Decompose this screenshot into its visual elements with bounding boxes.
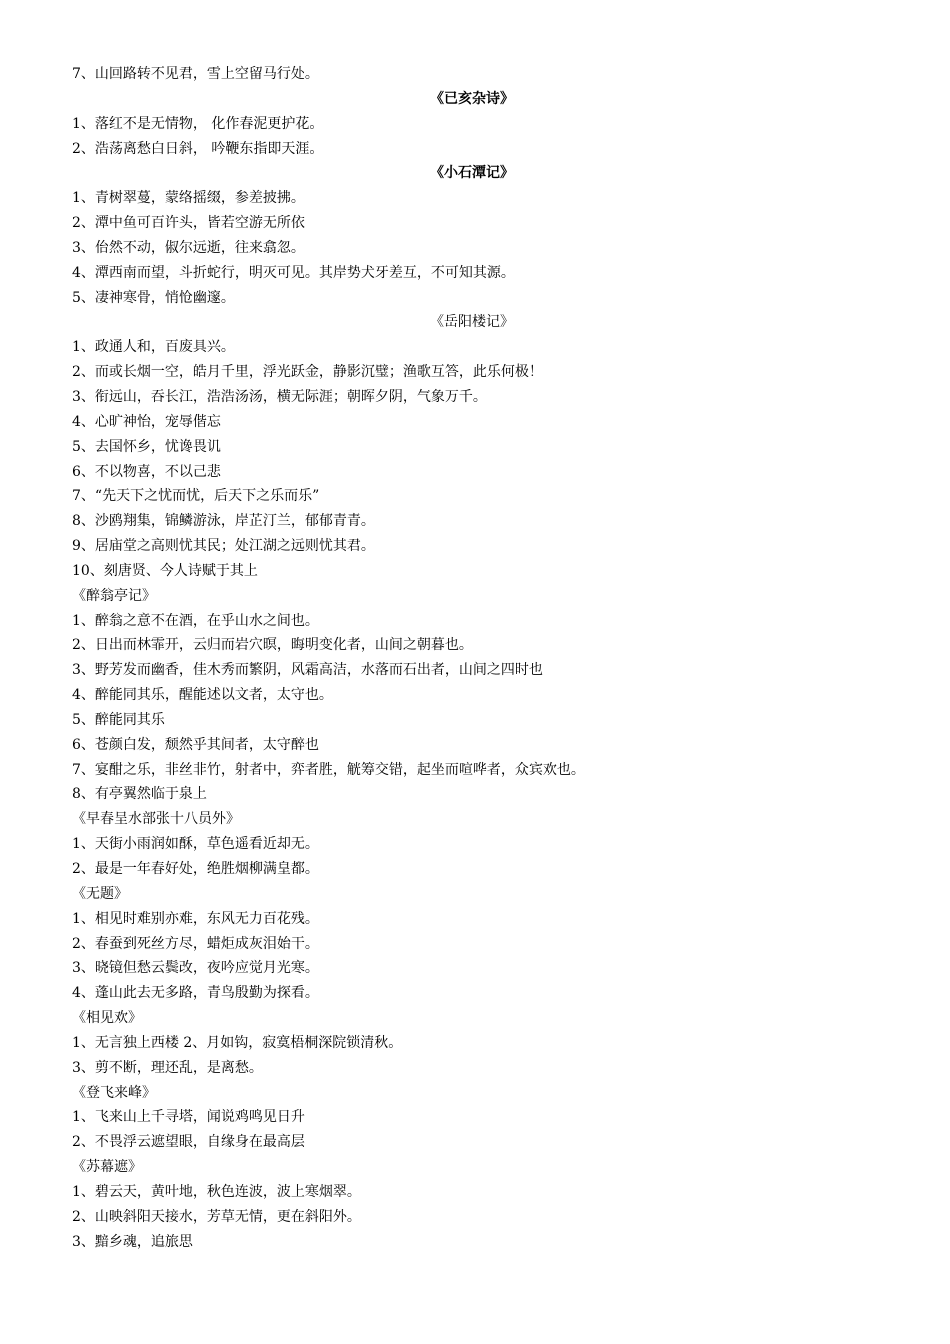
line-41: 3、剪不断，理还乱，是离愁。 — [72, 1059, 263, 1076]
line-18: 7、“先天下之忧而忧，后天下之乐而乐” — [72, 488, 320, 505]
line-27: 5、醉能同其乐 — [72, 711, 165, 728]
section-title-yueyanglou-ji: 《岳阳楼记》 — [430, 314, 514, 331]
line-28: 6、苍颜白发，颓然乎其间者，太守醉也 — [72, 736, 319, 753]
section-title-jihai-zashi: 《已亥杂诗》 — [430, 90, 514, 107]
section-title-sumuzhe: 《苏幕遮》 — [72, 1159, 142, 1176]
line-33: 2、最是一年春好处，绝胜烟柳满皇都。 — [72, 861, 319, 877]
line-16: 5、去国怀乡，忧谗畏讥 — [72, 438, 221, 455]
line-38: 4、蓬山此去无多路，青鸟殷勤为探看。 — [72, 985, 319, 1002]
line-37: 3、晓镜但愁云鬓改，夜吟应觉月光寒。 — [72, 960, 319, 977]
line-14: 3、衔远山，吞长江，浩浩汤汤，横无际涯；朝晖夕阴，气象万千。 — [72, 388, 487, 405]
section-title-wuti: 《无题》 — [72, 885, 128, 902]
line-17: 6、不以物喜，不以己悲 — [72, 463, 221, 480]
line-23: 1、醉翁之意不在酒，在乎山水之间也。 — [72, 612, 319, 629]
line-15: 4、心旷神怡，宠辱偕忘 — [72, 413, 221, 430]
line-24: 2、日出而林霏开，云归而岩穴暝，晦明变化者，山间之朝暮也。 — [72, 637, 473, 654]
document-body — [72, 62, 872, 1255]
line-25: 3、野芳发而幽香，佳木秀而繁阴，风霜高洁，水落而石出者，山间之四时也 — [72, 662, 543, 679]
line-1: 7、山回路转不见君，雪上空留马行处。 — [72, 66, 319, 82]
line-4: 2、浩荡离愁白日斜， 吟鞭东指即天涯。 — [72, 140, 324, 157]
line-29: 7、宴酣之乐，非丝非竹，射者中，弈者胜，觥筹交错，起坐而喧哗者，众宾欢也。 — [72, 761, 585, 778]
line-8: 3、佁然不动，俶尔远逝，往来翕忽。 — [72, 239, 305, 256]
line-26: 4、醉能同其乐，醒能述以文者，太守也。 — [72, 687, 333, 704]
line-21: 10、刻唐贤、今人诗赋于其上 — [72, 562, 258, 579]
line-43: 1、飞来山上千寻塔，闻说鸡鸣见日升 — [72, 1109, 305, 1126]
line-46: 1、碧云天，黄叶地，秋色连波，波上寒烟翠。 — [72, 1183, 361, 1200]
section-title-dengfeilaifeng: 《登飞来峰》 — [72, 1084, 156, 1101]
section-title-xiangjianhuan: 《相见欢》 — [72, 1010, 142, 1027]
line-10: 5、凄神寒骨，悄怆幽邃。 — [72, 289, 235, 306]
line-9: 4、潭西南而望，斗折蛇行，明灭可见。其岸势犬牙差互，不可知其源。 — [72, 264, 515, 281]
line-30: 8、有亭翼然临于泉上 — [72, 786, 207, 803]
section-title-zuiwengting-ji: 《醉翁亭记》 — [72, 587, 156, 604]
line-20: 9、居庙堂之高则忧其民；处江湖之远则忧其君。 — [72, 538, 375, 555]
line-47: 2、山映斜阳天接水，芳草无情，更在斜阳外。 — [72, 1208, 361, 1225]
line-13: 2、而或长烟一空，皓月千里，浮光跃金，静影沉璧；渔歌互答，此乐何极！ — [72, 364, 543, 381]
line-40: 1、无言独上西楼 2、月如钩，寂寞梧桐深院锁清秋。 — [72, 1034, 403, 1051]
section-title-xiaoshitan-ji: 《小石潭记》 — [430, 165, 514, 182]
line-12: 1、政通人和，百废具兴。 — [72, 339, 235, 356]
line-3: 1、落红不是无情物， 化作春泥更护花。 — [72, 115, 324, 132]
line-32: 1、天街小雨润如酥，草色遥看近却无。 — [72, 836, 319, 853]
line-7: 2、潭中鱼可百许头，皆若空游无所依 — [72, 215, 305, 232]
line-44: 2、不畏浮云遮望眼，自缘身在最高层 — [72, 1134, 305, 1151]
line-6: 1、青树翠蔓，蒙络摇缀，参差披拂。 — [72, 190, 305, 207]
section-title-zaochun: 《早春呈水部张十八员外》 — [72, 811, 240, 828]
line-19: 8、沙鸥翔集，锦鳞游泳，岸芷汀兰，郁郁青青。 — [72, 513, 375, 530]
line-35: 1、相见时难别亦难，东风无力百花残。 — [72, 910, 319, 927]
line-36: 2、春蚕到死丝方尽，蜡炬成灰泪始干。 — [72, 935, 319, 952]
line-48: 3、黯乡魂，追旅思 — [72, 1233, 193, 1250]
